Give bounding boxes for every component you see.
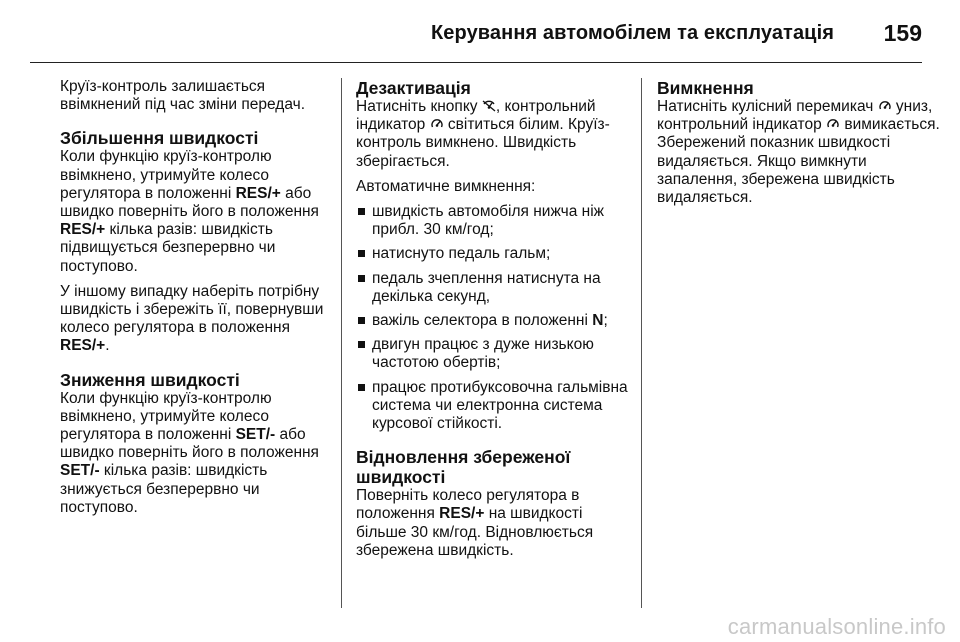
watermark: carmanualsonline.info (727, 614, 946, 639)
decrease-paragraph-1: Коли функцію круїз-контролю ввімкнено, утримуйте колесо регулятора в положенні SET/- або швидко поверніть його в положення SET/- кілька разів: швидкість знижується безперервно чи поступово. (60, 389, 319, 516)
heading-restore-speed: Відновлення збереженої швидкості (356, 447, 571, 488)
increase-paragraph-2: У іншому випадку наберіть потрібну швидкість і збережіть її, повернувши колесо регулятора в положення RES/+. (60, 282, 324, 355)
heading-switch-off: Вимкнення (657, 78, 754, 98)
deactivation-paragraph: Натисніть кнопку , контрольний індикатор світиться білим. Круїз-контроль вимкнено. Швидкість зберігається. (356, 98, 610, 170)
intro-paragraph: Круїз-контроль залишається ввімкнений під час зміни передач. (60, 78, 306, 114)
cruise-control-icon (430, 118, 444, 130)
section-title: Керування автомобілем та експлуатація (430, 22, 834, 44)
increase-paragraph-1: Коли функцію круїз-контролю ввімкнено, утримуйте колесо регулятора в положенні RES/+ або швидко поверніть його в положення RES/+ кілька разів: швидкість підвищується безперервно чи поступово. (60, 148, 319, 275)
section-restore-speed (356, 447, 630, 560)
list-item: двигун працює з дуже низькою частотою обертів; (356, 336, 630, 372)
section-deactivation (356, 78, 630, 433)
auto-off-list (356, 203, 630, 433)
page-number: 159 (883, 20, 922, 46)
column-middle (356, 78, 630, 567)
heading-decrease-speed: Зниження швидкості (60, 369, 240, 390)
n-label: N (592, 312, 604, 330)
cruise-cancel-icon (482, 100, 496, 112)
res-label: RES/+ (439, 505, 485, 523)
restore-paragraph: Поверніть колесо регулятора в положення RES/+ на швидкості більше 30 км/год. Відновлюється збережена швидкість. (356, 487, 594, 559)
list-item: працює протибуксовочна гальмівна система чи електронна система курсової стійкості. (356, 379, 630, 434)
res-label: RES/+ (60, 337, 106, 355)
cruise-control-icon (878, 100, 892, 112)
list-item: натиснуто педаль гальм; (356, 245, 630, 263)
section-switch-off (657, 78, 947, 207)
heading-increase-speed: Збільшення швидкості (60, 128, 259, 149)
column-right (657, 78, 947, 214)
set-label: SET/- (235, 426, 276, 444)
res-label: RES/+ (235, 184, 281, 202)
section-decrease-speed (60, 370, 330, 517)
column-left (60, 78, 330, 524)
set-label: SET/- (60, 462, 100, 480)
res-label: RES/+ (60, 221, 106, 239)
auto-off-label: Автоматичне вимкнення: (356, 177, 536, 195)
cruise-control-icon (826, 118, 840, 130)
column-divider (341, 78, 342, 608)
list-item: важіль селектора в положенні N; (356, 312, 630, 330)
list-item: педаль зчеплення натиснута на декілька секунд, (356, 270, 630, 306)
list-item: швидкість автомобіля нижча ніж прибл. 30 км/год; (356, 203, 630, 239)
section-increase-speed (60, 128, 330, 355)
page-header (30, 14, 922, 63)
heading-deactivation: Дезактивація (356, 78, 471, 98)
switch-off-paragraph: Натисніть кулісний перемикач униз, контрольний індикатор вимикається. Збережений показник швидкості видаляється. Якщо вимкнути запалення, збережена швидкість видаляється. (657, 98, 940, 207)
column-divider (641, 78, 642, 608)
